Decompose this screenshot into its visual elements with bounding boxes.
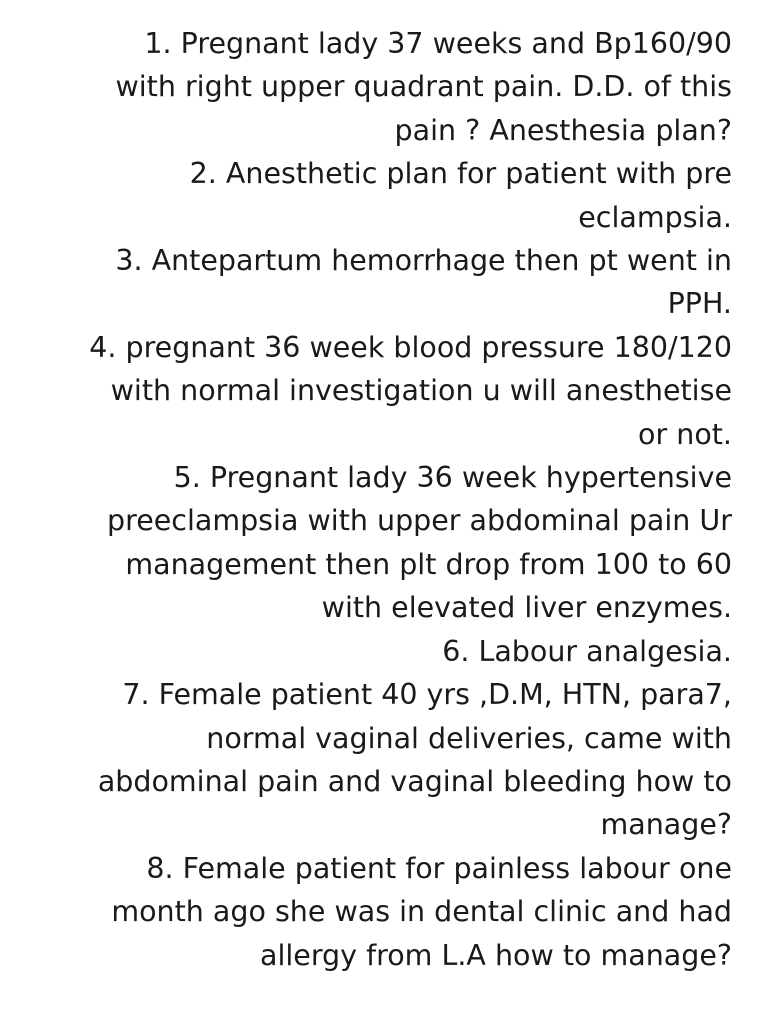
text-line-q1-1: 1. Pregnant lady 37 weeks and Bp160/90 (144, 27, 732, 60)
text-line-q4-2: with normal investigation u will anesthetise (110, 374, 732, 408)
text-line-q7-3: abdominal pain and vaginal bleeding how to (97, 764, 732, 798)
text-line-q1-3: pain ? Anesthesia plan? (394, 113, 732, 147)
text-line-q2-2: eclampsia. (578, 200, 732, 234)
text-line-q2-1: 2. Anesthetic plan for patient with pre (189, 157, 732, 191)
text-line-q5-2: preeclampsia with upper abdominal pain Ur (107, 504, 732, 538)
text-line-q3-1: 3. Antepartum hemorrhage then pt went in (115, 244, 732, 278)
text-line-q1-2: with right upper quadrant pain. D.D. of this (115, 70, 732, 104)
text-line-q6-1: 6. Labour analgesia. (442, 634, 732, 668)
text-line-q5-3: management then plt drop from 100 to 60 (125, 547, 732, 581)
text-line-q7-2: normal vaginal deliveries, came with (206, 721, 732, 755)
text-line-q8-1: 8. Female patient for painless labour one (146, 851, 732, 885)
text-line-q5-1: 5. Pregnant lady 36 week hypertensive (173, 461, 732, 495)
text-line-q8-3: allergy from L.A how to manage? (260, 938, 732, 972)
text-line-q7-1: 7. Female patient 40 yrs ,D.M, HTN, para7, (122, 678, 732, 712)
text-line-q7-4: manage? (600, 808, 732, 842)
text-line-q3-2: PPH. (667, 287, 732, 321)
text-line-q4-3: or not. (638, 417, 732, 451)
text-line-q5-4: with elevated liver enzymes. (321, 591, 732, 625)
text-line-q8-2: month ago she was in dental clinic and had (111, 895, 732, 929)
text-line-q4-1: 4. pregnant 36 week blood pressure 180/120 (89, 330, 732, 364)
